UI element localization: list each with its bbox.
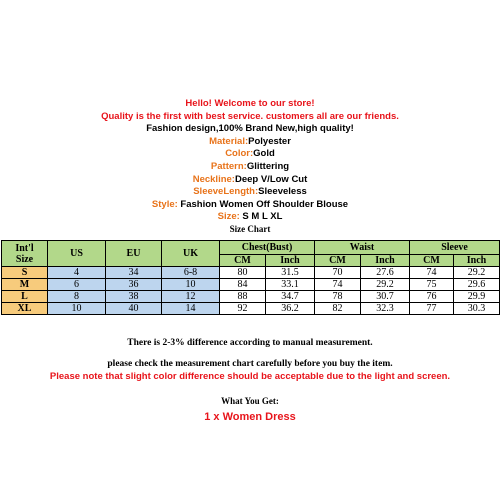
cell-chest-inch: 36.2 — [266, 303, 315, 315]
color-difference-note: Please note that slight color difference should be acceptable due to the light and screen. — [49, 371, 451, 382]
attr-value: Deep V/Low Cut — [234, 173, 308, 185]
attr-sleeve-length — [0, 186, 500, 199]
cell-chest-cm: 88 — [220, 291, 266, 303]
attr-label: Color: — [225, 148, 254, 160]
cell-us: 10 — [48, 303, 106, 315]
attr-value: Polyester — [248, 135, 291, 147]
cell-chest-inch: 34.7 — [266, 291, 315, 303]
attr-label: Pattern: — [210, 160, 247, 172]
cell-chest-cm: 92 — [220, 303, 266, 315]
attr-material — [0, 136, 500, 149]
cell-size: M — [2, 279, 48, 291]
cell-us: 8 — [48, 291, 106, 303]
cell-waist-cm: 78 — [315, 291, 361, 303]
cell-sleeve-inch: 29.9 — [454, 291, 500, 303]
header-sleeve: Sleeve — [410, 241, 500, 255]
table-row — [2, 303, 500, 315]
header-chest: Chest(Bust) — [220, 241, 315, 255]
cell-sleeve-inch: 29.2 — [454, 267, 500, 279]
header-uk: UK — [162, 241, 220, 267]
cell-us: 6 — [48, 279, 106, 291]
header-us: US — [48, 241, 106, 267]
cell-eu: 36 — [106, 279, 162, 291]
cell-sleeve-inch: 29.6 — [454, 279, 500, 291]
attr-label: Neckline: — [192, 173, 235, 185]
package-title: What You Get: — [221, 396, 279, 406]
attr-value: S M L XL — [239, 211, 283, 223]
cell-waist-cm: 70 — [315, 267, 361, 279]
header-intl-label: Int'l — [15, 242, 34, 254]
cell-sleeve-cm: 75 — [410, 279, 454, 291]
attr-value: Fashion Women Off Shoulder Blouse — [177, 198, 349, 210]
cell-uk: 10 — [162, 279, 220, 291]
cell-waist-cm: 82 — [315, 303, 361, 315]
attr-color — [0, 148, 500, 161]
welcome-text: Hello! Welcome to our store! — [185, 98, 315, 109]
cell-waist-inch: 27.6 — [361, 267, 410, 279]
header-sleeve-cm: CM — [410, 255, 454, 267]
size-chart-table — [1, 240, 500, 315]
measurement-note: There is 2-3% difference according to manual measurement. — [127, 338, 373, 348]
fashion-text: Fashion design,100% Brand New,high quality! — [146, 123, 354, 135]
cell-eu: 38 — [106, 291, 162, 303]
check-chart-note: please check the measurement chart carefully before you buy the item. — [107, 359, 393, 369]
table-row — [2, 291, 500, 303]
table-row — [2, 279, 500, 291]
header-sleeve-inch: Inch — [454, 255, 500, 267]
product-info-block — [0, 98, 500, 224]
cell-sleeve-inch: 30.3 — [454, 303, 500, 315]
cell-eu: 40 — [106, 303, 162, 315]
attr-size — [0, 211, 500, 224]
attr-label: Material: — [209, 135, 249, 147]
header-waist-cm: CM — [315, 255, 361, 267]
header-intl-size — [2, 241, 48, 267]
cell-waist-inch: 29.2 — [361, 279, 410, 291]
cell-chest-inch: 33.1 — [266, 279, 315, 291]
cell-waist-cm: 74 — [315, 279, 361, 291]
cell-sleeve-cm: 77 — [410, 303, 454, 315]
cell-size: XL — [2, 303, 48, 315]
header-eu: EU — [106, 241, 162, 267]
cell-waist-inch: 30.7 — [361, 291, 410, 303]
cell-uk: 14 — [162, 303, 220, 315]
cell-chest-cm: 84 — [220, 279, 266, 291]
size-chart-title: Size Chart — [229, 224, 271, 234]
attr-value: Sleeveless — [258, 186, 307, 198]
cell-eu: 34 — [106, 267, 162, 279]
header-size-label: Size — [15, 253, 34, 265]
cell-size: L — [2, 291, 48, 303]
table-row — [2, 267, 500, 279]
cell-chest-inch: 31.5 — [266, 267, 315, 279]
cell-us: 4 — [48, 267, 106, 279]
cell-uk: 12 — [162, 291, 220, 303]
cell-size: S — [2, 267, 48, 279]
header-waist: Waist — [315, 241, 410, 255]
attr-value: Gold — [253, 148, 275, 160]
attr-pattern — [0, 161, 500, 174]
cell-sleeve-cm: 76 — [410, 291, 454, 303]
attr-label: SleeveLength: — [193, 186, 259, 198]
attr-label: Style: — [151, 198, 178, 210]
header-chest-inch: Inch — [266, 255, 315, 267]
cell-uk: 6-8 — [162, 267, 220, 279]
package-item: 1 x Women Dress — [204, 411, 296, 423]
header-chest-cm: CM — [220, 255, 266, 267]
attr-value: Glittering — [246, 160, 290, 172]
cell-waist-inch: 32.3 — [361, 303, 410, 315]
quality-text: Quality is the first with best service. customers all are our friends. — [101, 110, 399, 122]
attr-label: Size: — [217, 211, 240, 223]
header-waist-inch: Inch — [361, 255, 410, 267]
attr-neckline — [0, 174, 500, 187]
cell-sleeve-cm: 74 — [410, 267, 454, 279]
table-header-row — [2, 241, 500, 255]
attr-style — [0, 199, 500, 212]
cell-chest-cm: 80 — [220, 267, 266, 279]
